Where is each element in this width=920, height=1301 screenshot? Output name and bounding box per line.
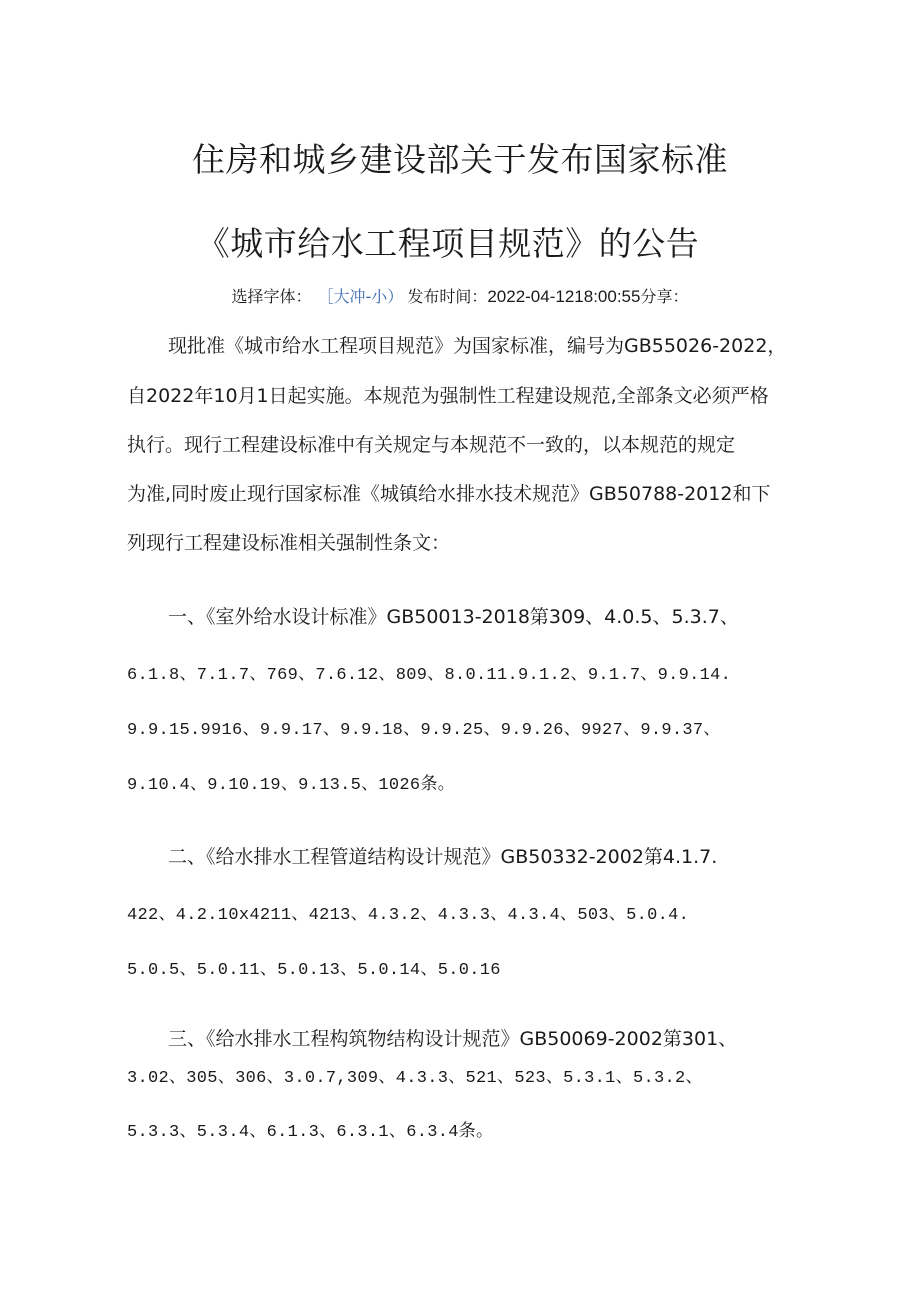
font-size-options-link[interactable]: ［大冲-小）: [325, 287, 404, 306]
item-1-line-4: 9.10.4、9.10.19、9.13.5、1026条。: [127, 776, 456, 795]
item-2-line-1: 二、《给水排水工程管道结构设计规范》GB50332-2002第4.1.7.: [168, 846, 718, 868]
publish-time-value: 2022-04-1218:00:55: [487, 287, 641, 306]
paragraph-1-line-3: 执行。现行工程建设标准中有关规定与本规范不一致的，以本规范的规定: [127, 434, 736, 456]
paragraph-1-line-4: 为准,同时废止现行国家标准《城镇给水排水技术规范》GB50788-2012和下: [127, 483, 771, 505]
item-2-line-3: 5.0.5、5.0.11、5.0.13、5.0.14、5.0.16: [127, 961, 501, 980]
paragraph-1-line-2: 自2022年10月1日起实施。本规范为强制性工程建设规范,全部条文必须严格: [127, 385, 769, 407]
item-1-line-2: 6.1.8、7.1.7、769、7.6.12、809、8.0.11.9.1.2、9.1.7、9.9.14.: [127, 666, 732, 685]
paragraph-1-line-5: 列现行工程建设标准相关强制性条文：: [127, 532, 451, 554]
share-label[interactable]: 分享：: [640, 287, 689, 306]
article-meta-bar: [0, 284, 920, 307]
item-1-line-1: 一、《室外给水设计标准》GB50013-2018第309、4.0.5、5.3.7、: [168, 606, 739, 628]
item-2-line-2: 422、4.2.10x4211、4213、4.3.2、4.3.3、4.3.4、503、5.0.4.: [127, 906, 690, 925]
publish-time-label: 发布时间：: [407, 287, 488, 306]
item-3-line-1: 三、《给水排水工程构筑物结构设计规范》GB50069-2002第301、: [168, 1028, 738, 1050]
item-1-line-3: 9.9.15.9916、9.9.17、9.9.18、9.9.25、9.9.26、9927、9.9.37、: [127, 721, 721, 740]
article-title-line-2: 《城市给水工程项目规范》的公告: [196, 224, 700, 263]
paragraph-1-line-1: 现批准《城市给水工程项目规范》为国家标准，编号为GB55026-2022，: [168, 335, 787, 357]
item-3-line-2: 3.02、305、306、3.0.7,309、4.3.3、521、523、5.3.1、5.3.2、: [127, 1069, 703, 1088]
item-3-line-3: 5.3.3、5.3.4、6.1.3、6.3.1、6.3.4条。: [127, 1123, 494, 1142]
article-title-line-1: 住房和城乡建设部关于发布国家标准: [192, 140, 728, 179]
font-select-label: 选择字体：: [231, 287, 312, 306]
